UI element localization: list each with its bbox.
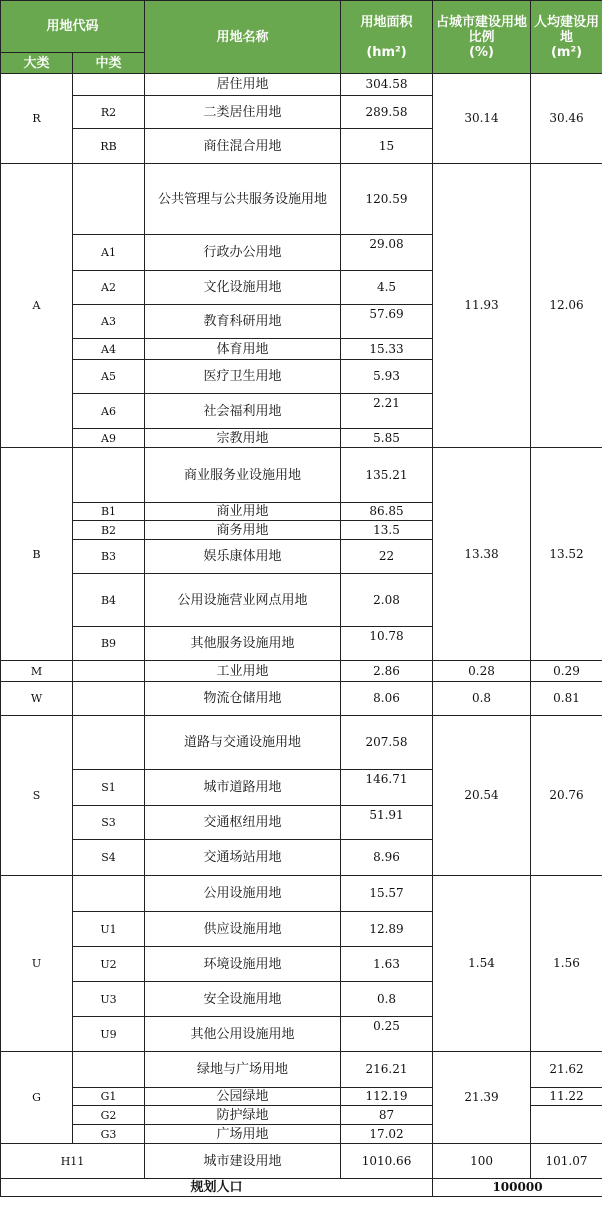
land-name: 安全设施用地 [145,982,341,1017]
header-minor: 中类 [73,53,145,74]
land-name: 医疗卫生用地 [145,360,341,394]
land-area: 57.69 [341,305,433,339]
minor-code: S3 [73,806,145,840]
land-name: 体育用地 [145,339,341,360]
minor-code: A5 [73,360,145,394]
percap-u: 1.56 [531,876,602,1052]
land-area: 86.85 [341,503,433,521]
land-name: 社会福利用地 [145,394,341,429]
ratio-r: 30.14 [433,74,531,164]
minor-code [73,74,145,96]
ratio-a: 11.93 [433,164,531,448]
land-name: 二类居住用地 [145,96,341,129]
land-area: 1.63 [341,947,433,982]
ratio-s: 20.54 [433,716,531,876]
minor-code: G2 [73,1106,145,1125]
header-percap-unit: (m²) [550,44,583,60]
major-code-g: G [1,1052,73,1144]
header-code: 用地代码 [1,1,145,53]
minor-code [73,448,145,503]
land-area: 120.59 [341,164,433,235]
minor-code [73,661,145,682]
land-area: 10.78 [341,627,433,661]
major-code-a: A [1,164,73,448]
table-row [1,448,602,503]
total-percap: 101.07 [531,1144,602,1179]
land-area: 2.21 [341,394,433,429]
table-row [1,74,602,96]
land-area: 15.33 [341,339,433,360]
land-area: 207.58 [341,716,433,770]
table-row [1,1052,602,1088]
land-area: 13.5 [341,521,433,540]
land-area: 0.8 [341,982,433,1017]
land-area: 0.25 [341,1017,433,1052]
land-area: 289.58 [341,96,433,129]
minor-code: A9 [73,429,145,448]
minor-code [73,164,145,235]
land-name: 居住用地 [145,74,341,96]
minor-code: B2 [73,521,145,540]
land-area: 216.21 [341,1052,433,1088]
total-ratio: 100 [433,1144,531,1179]
minor-code: S4 [73,840,145,876]
ratio-u: 1.54 [433,876,531,1052]
land-area: 304.58 [341,74,433,96]
table-row [1,682,602,716]
table-row [1,716,602,770]
land-area: 4.5 [341,271,433,305]
land-area: 135.21 [341,448,433,503]
land-name: 其他服务设施用地 [145,627,341,661]
land-name: 供应设施用地 [145,912,341,947]
land-area: 15 [341,129,433,164]
minor-code: B1 [73,503,145,521]
land-name: 公共管理与公共服务设施用地 [145,164,341,235]
minor-code: R2 [73,96,145,129]
land-area: 112.19 [341,1088,433,1106]
land-name: 绿地与广场用地 [145,1052,341,1088]
major-code-r: R [1,74,73,164]
land-name: 物流仓储用地 [145,682,341,716]
land-name: 商住混合用地 [145,129,341,164]
land-name: 道路与交通设施用地 [145,716,341,770]
major-code-u: U [1,876,73,1052]
ratio-b: 13.38 [433,448,531,661]
minor-code: U1 [73,912,145,947]
land-name: 商业服务业设施用地 [145,448,341,503]
header-ratio-unit: (%) [469,44,494,60]
major-code-s: S [1,716,73,876]
minor-code: A4 [73,339,145,360]
land-name: 防护绿地 [145,1106,341,1125]
land-name: 商务用地 [145,521,341,540]
population-label: 规划人口 [1,1179,433,1197]
land-name: 交通枢纽用地 [145,806,341,840]
header-percap-label: 人均建设用地 [534,14,600,45]
land-name: 行政办公用地 [145,235,341,271]
land-name: 交通场站用地 [145,840,341,876]
minor-code: B4 [73,574,145,627]
land-area: 12.89 [341,912,433,947]
land-area: 87 [341,1106,433,1125]
land-area: 15.57 [341,876,433,912]
minor-code: B9 [73,627,145,661]
land-area: 17.02 [341,1125,433,1144]
land-name: 工业用地 [145,661,341,682]
minor-code [73,876,145,912]
minor-code: U9 [73,1017,145,1052]
header-name: 用地名称 [145,1,341,74]
total-name: 城市建设用地 [145,1144,341,1179]
percap-w: 0.81 [531,682,602,716]
percap-g: 21.62 [531,1052,602,1088]
table-row [1,661,602,682]
major-code-m: M [1,661,73,682]
percap-m: 0.29 [531,661,602,682]
land-name: 文化设施用地 [145,271,341,305]
minor-code: A1 [73,235,145,271]
land-area: 22 [341,540,433,574]
percap-s: 20.76 [531,716,602,876]
ratio-w: 0.8 [433,682,531,716]
land-area: 29.08 [341,235,433,271]
land-name: 宗教用地 [145,429,341,448]
header-area-label: 用地面积 [360,14,413,30]
percap-g1: 11.22 [531,1088,602,1106]
minor-code [73,682,145,716]
land-name: 城市道路用地 [145,770,341,806]
minor-code: G1 [73,1088,145,1106]
total-code: H11 [1,1144,145,1179]
table-row [1,164,602,235]
percap-a: 12.06 [531,164,602,448]
minor-code: A6 [73,394,145,429]
total-row [1,1144,602,1179]
minor-code: G3 [73,1125,145,1144]
header-ratio-label: 占城市建设用地比例 [436,14,528,45]
land-area: 8.06 [341,682,433,716]
minor-code: A3 [73,305,145,339]
land-name: 教育科研用地 [145,305,341,339]
ratio-m: 0.28 [433,661,531,682]
land-area: 5.93 [341,360,433,394]
land-name: 公园绿地 [145,1088,341,1106]
minor-code [73,716,145,770]
percap-b: 13.52 [531,448,602,661]
ratio-g: 21.39 [433,1052,531,1144]
population-row [1,1179,602,1197]
major-code-w: W [1,682,73,716]
minor-code: A2 [73,271,145,305]
minor-code: RB [73,129,145,164]
population-value: 100000 [433,1179,602,1197]
land-name: 环境设施用地 [145,947,341,982]
land-area: 51.91 [341,806,433,840]
land-name: 公用设施营业网点用地 [145,574,341,627]
percap-r: 30.46 [531,74,602,164]
land-area: 146.71 [341,770,433,806]
land-area: 5.85 [341,429,433,448]
major-code-b: B [1,448,73,661]
land-name: 广场用地 [145,1125,341,1144]
land-area: 2.86 [341,661,433,682]
land-name: 商业用地 [145,503,341,521]
total-area: 1010.66 [341,1144,433,1179]
table-row [1,876,602,912]
minor-code: U2 [73,947,145,982]
land-name: 娱乐康体用地 [145,540,341,574]
header-percap [531,1,602,74]
percap-g-empty [531,1106,602,1144]
land-area: 8.96 [341,840,433,876]
header-major: 大类 [1,53,73,74]
land-name: 其他公用设施用地 [145,1017,341,1052]
land-name: 公用设施用地 [145,876,341,912]
minor-code: U3 [73,982,145,1017]
minor-code: S1 [73,770,145,806]
minor-code [73,1052,145,1088]
header-area [341,1,433,74]
header-area-unit: (hm²) [366,44,407,60]
header-ratio [433,1,531,74]
land-area: 2.08 [341,574,433,627]
minor-code: B3 [73,540,145,574]
